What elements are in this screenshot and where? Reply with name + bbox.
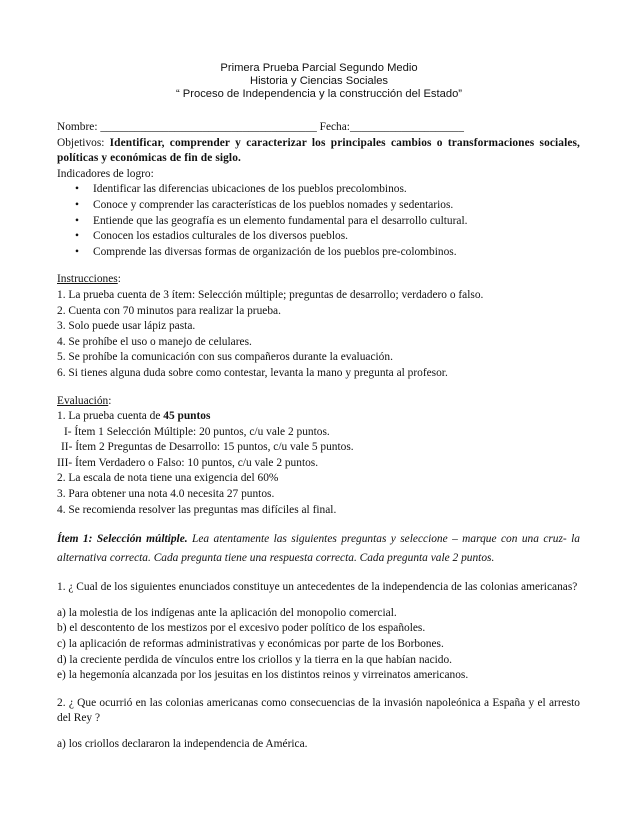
evaluacion-title: Evaluación: [57, 394, 109, 407]
indicadores-list: [57, 182, 580, 260]
item1-instructions-block: [57, 530, 580, 568]
evaluacion-line-3: 3. Para obtener una nota 4.0 necesita 27 puntos.: [57, 488, 275, 501]
total-points: 45 puntos: [163, 410, 211, 423]
spacer: [57, 568, 580, 580]
spacer: [57, 260, 580, 272]
evaluacion-line-4: 4. Se recomienda resolver las preguntas mas difíciles al final.: [57, 503, 337, 516]
list-item: 1. La prueba cuenta de 3 ítem: Selección múltiple; preguntas de desarrollo; verdadero o falso.: [57, 288, 484, 301]
spacer: [57, 684, 580, 696]
item1-instructions: Lea atentamente las siguientes preguntas y seleccione – marque con una cruz- la alternativa correcta. Cada pregunta tiene una respuesta correcta. Cada pregunta vale 2 puntos.: [57, 533, 580, 565]
instrucciones-title: Instrucciones: [57, 273, 118, 286]
q1-option-e[interactable]: e) la hegemonía alcanzada por los jesuitas en los distintos reinos y virreinatos americanos.: [57, 669, 469, 682]
q1-option-b[interactable]: b) el descontento de los mestizos por el excesivo poder político de los españoles.: [57, 622, 426, 635]
nombre-label: Nombre:: [57, 121, 101, 133]
list-item: 5. Se prohíbe la comunicación con sus compañeros durante la evaluación.: [57, 351, 393, 364]
list-item: 3. Solo puede usar lápiz pasta.: [57, 320, 196, 333]
student-info-line: [57, 120, 580, 136]
evaluacion-sub-2: II- Ítem 2 Preguntas de Desarrollo: 15 puntos, c/u vale 5 puntos.: [61, 441, 354, 454]
evaluacion-sub-3: III- Ítem Verdadero o Falso: 10 puntos, c/u vale 2 puntos.: [57, 456, 319, 469]
indicadores-title: Indicadores de logro:: [57, 167, 154, 180]
objetivos-label: Objetivos:: [57, 136, 110, 149]
list-item: 2. Cuenta con 70 minutos para realizar la prueba.: [57, 304, 281, 317]
instrucciones-heading: Instrucciones:: [57, 273, 121, 286]
spacer: [57, 518, 580, 530]
list-item: 4. Se prohíbe el uso o manejo de celulares.: [57, 335, 252, 348]
fecha-field[interactable]: ____________________: [349, 121, 464, 133]
list-item: 6. Si tienes alguna duda sobre como contestar, levanta la mano y pregunta al profesor.: [57, 366, 448, 379]
exam-title: Primera Prueba Parcial Segundo Medio: [220, 62, 418, 74]
list-item: • Entiende que las geografía es un elemento fundamental para el desarrollo cultural.: [57, 214, 580, 230]
exam-body: [57, 120, 580, 753]
q1-option-c[interactable]: c) la aplicación de reformas administrativas y económicas por parte de los Borbones.: [57, 638, 444, 651]
evaluacion-line-2: 2. La escala de nota tiene una exigencia del 60%: [57, 472, 279, 485]
spacer: [57, 596, 580, 606]
question-2: 2. ¿ Que ocurrió en las colonias americanas como consecuencias de la invasión napoleónica a España y el arresto del Rey ?: [57, 696, 580, 725]
spacer: [57, 382, 580, 394]
objetivos-text: Identificar, comprender y caracterizar los principales cambios o transformaciones sociales, políticas y económicas de fin de siglo.: [57, 136, 580, 165]
fecha-label: Fecha:: [316, 121, 350, 133]
evaluacion-sub-1: I- Ítem 1 Selección Múltiple: 20 puntos, c/u vale 2 puntos.: [64, 425, 330, 438]
item1-title: Ítem 1: Selección múltiple.: [57, 533, 188, 546]
q1-option-a[interactable]: a) la molestia de los indígenas ante la aplicación del monopolio comercial.: [57, 606, 397, 619]
evaluacion-line-1: 1. La prueba cuenta de 45 puntos: [57, 410, 211, 423]
question-1: 1. ¿ Cual de los siguientes enunciados constituye un antecedentes de la independencia de las colonias americanas?: [57, 581, 578, 594]
list-item: • Conocen los estadios culturales de los diversos pueblos.: [57, 229, 580, 245]
list-item: • Identificar las diferencias ubicaciones de los pueblos precolombinos.: [57, 182, 580, 198]
spacer: [57, 727, 580, 737]
subject-title: Historia y Ciencias Sociales: [249, 75, 389, 87]
unit-title: “ Proceso de Independencia y la construcción del Estado”: [175, 88, 463, 100]
evaluacion-heading: Evaluación:: [57, 394, 112, 407]
q1-option-d[interactable]: d) la creciente perdida de vínculos entre los criollos y la tierra en la que habían nacido.: [57, 653, 453, 666]
objetivos: [57, 136, 580, 167]
q2-option-a[interactable]: a) los criollos declararon la independencia de América.: [57, 738, 308, 750]
list-item: • Comprende las diversas formas de organización de los pueblos pre-colombinos.: [57, 245, 580, 261]
list-item: • Conoce y comprender las características de los pueblos nomades y sedentarios.: [57, 198, 580, 214]
nombre-field[interactable]: ______________________________________: [100, 121, 317, 133]
